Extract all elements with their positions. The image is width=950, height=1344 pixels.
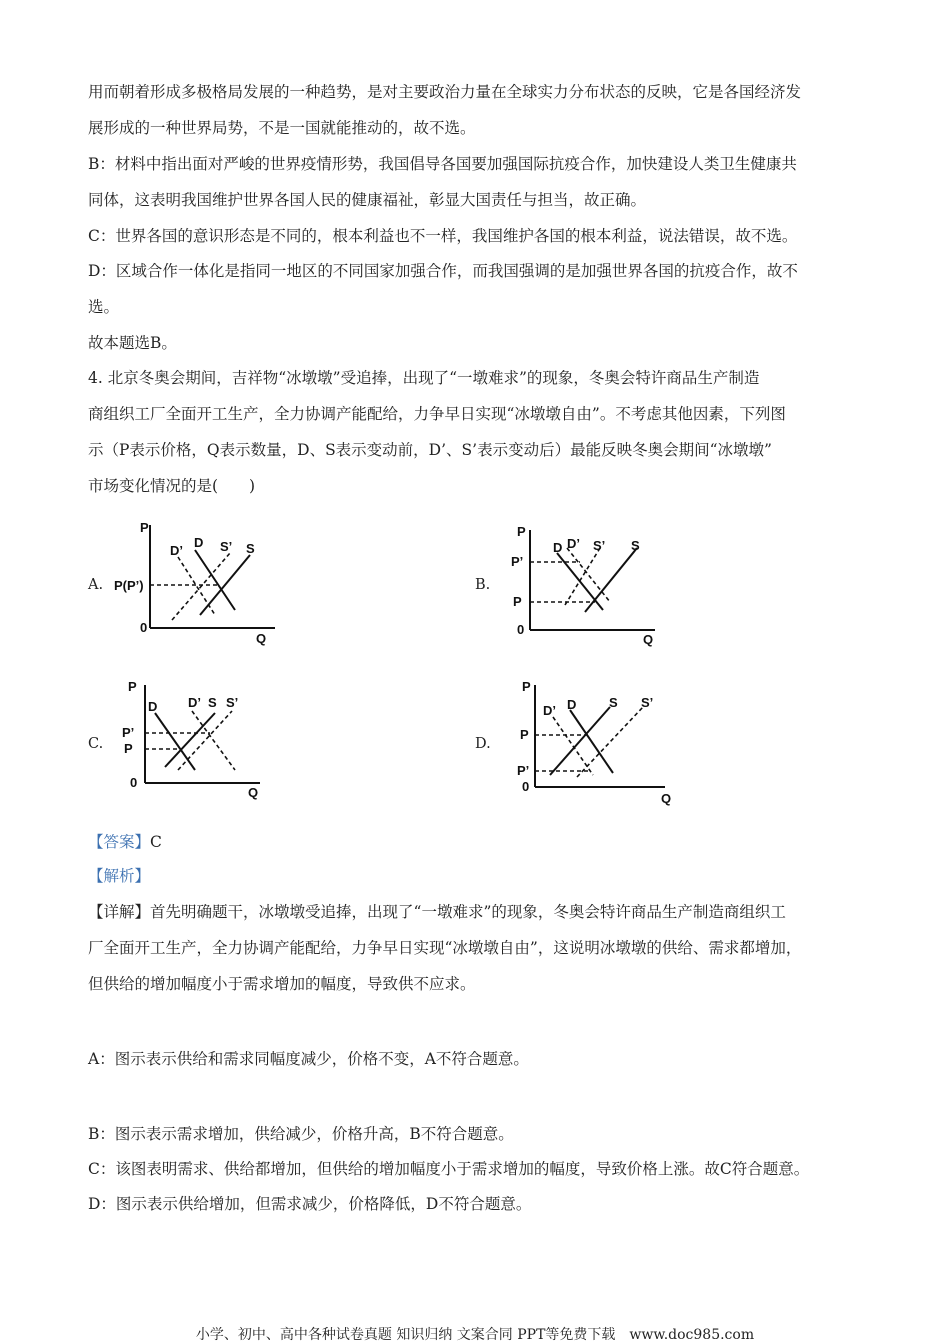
axis-label-q: Q [643,632,654,647]
paragraph: 用而朝着形成多极格局发展的一种趋势，是对主要政治力量在全球实力分布状态的反映，它是各国经济发 [88,83,802,101]
price-label-p: P [520,727,529,742]
curve-label-dp: D’ [170,543,183,558]
graph-d [505,675,675,810]
axis-label-p: P [517,524,526,539]
axis-label-q: Q [256,631,267,646]
paragraph: 同体，这表明我国维护世界各国人民的健康福祉，彰显大国责任与担当，故正确。 [88,191,647,209]
price-label-p: P [124,741,133,756]
axis-label-p: P [140,520,149,535]
price-label-pp: P’ [122,725,135,740]
curve-label-sp: S’ [226,695,239,710]
footer: 小学、初中、高中各种试卷真题 知识归纳 文案合同 PPT等免费下载 www.doc985.com [195,1327,755,1343]
origin-label: 0 [517,622,525,637]
option-label-b: B. [475,577,491,593]
axis-label-p: P [522,679,531,694]
price-label-pp: P’ [511,554,524,569]
curve-label-s: S [246,541,255,556]
curve-label-d: D [567,697,577,712]
question-text: 4. 北京冬奥会期间，吉祥物“冰墩墩”受追捧，出现了“一墩难求”的现象，冬奥会特许商品生产制造 [88,369,760,387]
curve-label-d: D [553,540,563,555]
detail-line [88,902,868,922]
graph-b [505,520,665,650]
question-text: 示（P表示价格，Q表示数量，D、S表示变动前，D’、S’表示变动后）最能反映冬奥会期间“冰墩墩” [88,441,772,459]
origin-label: 0 [140,620,148,635]
explain-b: B：图示表示需求增加，供给减少，价格升高，B不符合题意。 [88,1125,514,1143]
explain-c: C：该图表明需求、供给都增加，但供给的增加幅度小于需求增加的幅度，导致价格上涨。故C符合题意。 [88,1160,810,1178]
curve-label-d: D [194,535,204,550]
axis-label-q: Q [661,791,672,806]
detail-label: 【详解】 [88,903,151,921]
explain-d: D：图示表示供给增加，但需求减少，价格降低，D不符合题意。 [88,1195,532,1213]
axis-label-p: P [128,679,137,694]
curve-label-s: S [609,695,618,710]
explain-a: A：图示表示供给和需求同幅度减少，价格不变，A不符合题意。 [88,1050,529,1068]
paragraph: D：区域合作一体化是指同一地区的不同国家加强合作，而我国强调的是加强世界各国的抗疫合作，故不 [88,262,798,280]
price-label: P(P’) [114,578,144,593]
curve-label-dp: D’ [543,703,556,718]
origin-label: 0 [522,779,530,794]
detail-text: 但供给的增加幅度小于需求增加的幅度，导致供不应求。 [88,975,476,993]
curve-label-d: D [148,699,158,714]
option-label-d: D. [475,736,491,752]
paragraph: 选。 [88,298,120,316]
paragraph: B：材料中指出面对严峻的世界疫情形势，我国倡导各国要加强国际抗疫合作，加快建设人类卫生健康共 [88,155,797,173]
graph-c [120,675,270,805]
price-label-p: P [513,594,522,609]
curve-label-sp: S’ [641,695,654,710]
curve-label-dp: D’ [188,695,201,710]
curve-label-s: S [208,695,217,710]
curve-label-s: S [631,538,640,553]
origin-label: 0 [130,775,138,790]
price-label-pp: P’ [517,763,530,778]
option-label-a: A. [88,577,104,593]
paragraph: 展形成的一种世界局势，不是一国就能推动的，故不选。 [88,119,476,137]
analysis-line [88,866,868,886]
curve-label-dp: D’ [567,536,580,551]
curve-label-sp: S’ [593,538,606,553]
paragraph: 故本题选B。 [88,334,177,352]
axis-label-q: Q [248,785,259,800]
graph-a [110,515,280,645]
detail-text: 首先明确题干，冰墩墩受追捧，出现了“一墩难求”的现象，冬奥会特许商品生产制造商组织工 [150,903,786,921]
answer-value: C [150,833,162,851]
question-text: 商组织工厂全面开工生产，全力协调产能配给，力争早日实现“冰墩墩自由”。不考虑其他因素，下列图 [88,405,786,423]
curve-label-sp: S’ [220,539,233,554]
answer-label: 【答案】 [88,833,151,851]
answer-line [88,832,868,852]
option-label-c: C. [88,736,104,752]
paragraph: C：世界各国的意识形态是不同的，根本利益也不一样，我国维护各国的根本利益，说法错误，故不选。 [88,227,798,245]
detail-text: 厂全面开工生产，全力协调产能配给，力争早日实现“冰墩墩自由”，这说明冰墩墩的供给、需求都增加， [88,939,802,957]
question-text: 市场变化情况的是( ) [88,477,256,495]
analysis-label: 【解析】 [88,867,151,885]
